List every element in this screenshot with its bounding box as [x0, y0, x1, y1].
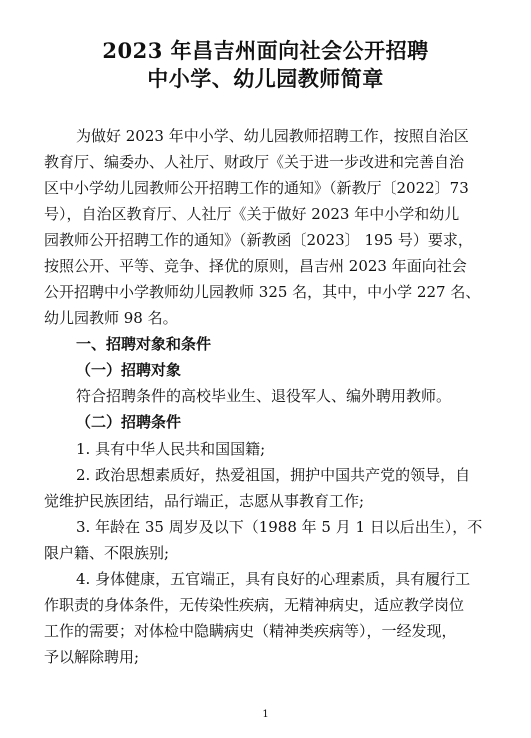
- intro-paragraph-line: 按照公开、平等、竞争、择优的原则，昌吉州 2023 年面向社会: [44, 257, 467, 275]
- intro-paragraph-line: 教育厅、编委办、人社厅、财政厅《关于进一步改进和完善自治: [44, 153, 465, 171]
- subsection-heading: （二）招聘条件: [76, 413, 182, 431]
- condition-line: 1. 具有中华人民共和国国籍;: [76, 440, 266, 458]
- intro-paragraph-line: 区中小学幼儿园教师公开招聘工作的通知》（新教厅〔2022〕73: [44, 179, 469, 197]
- condition-line: 予以解除聘用;: [44, 648, 140, 666]
- document-title-line1: 2023 年昌吉州面向社会公开招聘: [102, 38, 429, 63]
- condition-line: 4. 身体健康，五官端正，具有良好的心理素质，具有履行工: [76, 570, 471, 588]
- intro-paragraph-line: 公开招聘中小学教师幼儿园教师 325 名，其中，中小学 227 名、: [44, 283, 481, 301]
- condition-line: 限户籍、不限族别;: [44, 544, 170, 562]
- condition-line: 3. 年龄在 35 周岁及以下（1988 年 5 月 1 日以后出生），不: [76, 518, 483, 536]
- condition-line: 2. 政治思想素质好，热爱祖国，拥护中国共产党的领导，自: [76, 466, 471, 484]
- intro-paragraph-line: 幼儿园教师 98 名。: [44, 309, 178, 327]
- section-heading: 一、招聘对象和条件: [76, 335, 212, 353]
- page-number: 1: [262, 709, 269, 720]
- intro-paragraph-line: 号），自治区教育厅、人社厅《关于做好 2023 年中小学和幼儿: [44, 205, 460, 223]
- subsection-text: 符合招聘条件的高校毕业生、退役军人、编外聘用教师。: [76, 387, 452, 405]
- intro-paragraph-line: 为做好 2023 年中小学、幼儿园教师招聘工作，按照自治区: [76, 127, 469, 145]
- subsection-heading: （一）招聘对象: [76, 361, 182, 379]
- condition-line: 作职责的身体条件，无传染性疾病，无精神病史，适应教学岗位: [44, 596, 465, 614]
- intro-paragraph-line: 园教师公开招聘工作的通知》（新教函〔2023〕 195 号）要求，: [44, 231, 473, 249]
- document-title-line2: 中小学、幼儿园教师简章: [147, 66, 384, 91]
- condition-line: 工作的需要；对体检中隐瞒病史（精神类疾病等），一经发现，: [44, 622, 457, 640]
- condition-line: 觉维护民族团结，品行端正，志愿从事教育工作;: [44, 492, 365, 510]
